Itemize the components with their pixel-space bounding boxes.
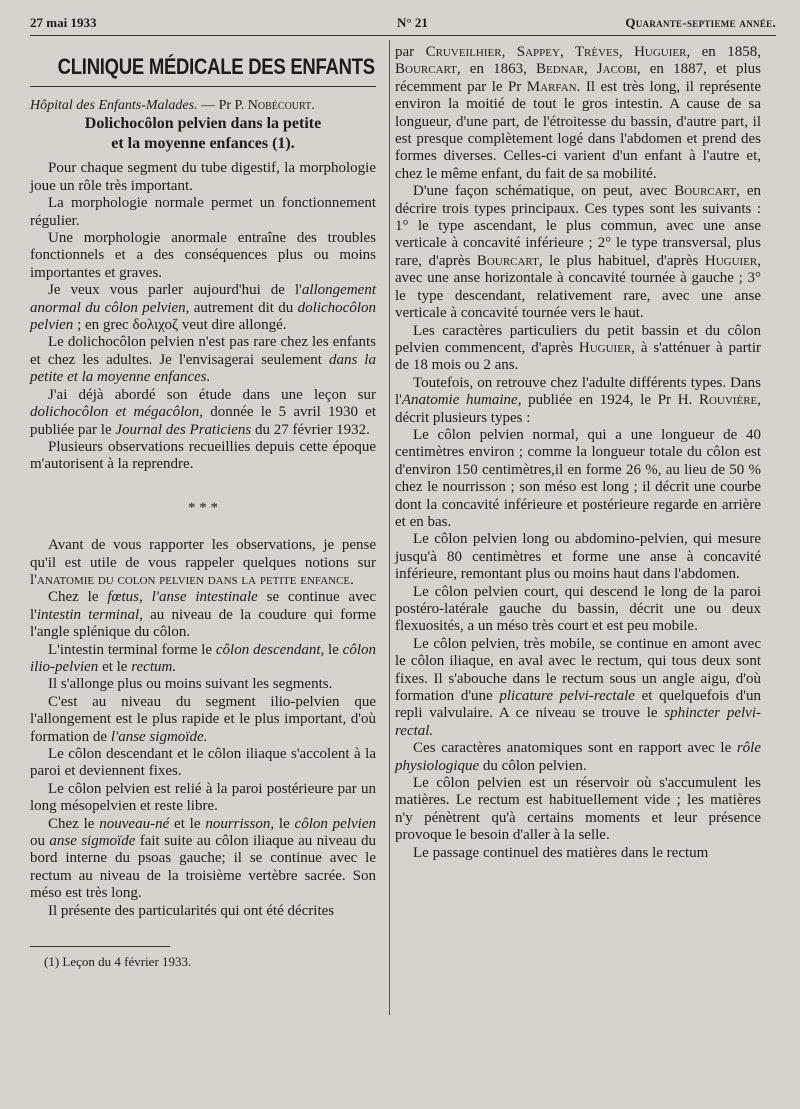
paragraph: Le côlon pelvien court, qui descend le long de la paroi postéro-latérale gauche du bassin, décrit une ou deux flexuosités, a un méso très court et est peu mobile. — [395, 583, 761, 635]
paragraph: Il présente des particularités qui ont été décrites — [48, 902, 335, 919]
text-run: Je veux vous parler aujourd'hui de l' — [48, 282, 302, 299]
text-run: Chez le — [48, 589, 108, 606]
text-run-smallcaps: Bourcart, — [395, 61, 461, 78]
text-run: J'ai déjà abordé son étude dans une leçon sur — [48, 386, 376, 403]
text-run-smallcaps: Rouvière, — [698, 392, 761, 409]
text-run: Chez le — [48, 815, 100, 832]
text-run-italic: l'anse sigmoïde. — [110, 728, 208, 745]
paragraph — [30, 694, 376, 746]
paragraph — [395, 740, 761, 775]
text-run-smallcaps: Marfan. — [526, 78, 581, 95]
text-run: ; en grec δολιχοζ veut dire allongé. — [73, 317, 287, 334]
text-run: avec une anse horizontale à concavité tournée à gauche ; 3° le type descendant, relativement rare, avec une anse verticale à concavité tournée vers le haut. — [395, 270, 761, 322]
paragraph — [30, 537, 376, 589]
article-title-line2: et la moyenne enfances (1). — [111, 135, 295, 153]
text-run: en décrire trois types principaux. Ces types sont les suivants : 1° le type ascendant, le plus commun, avec une anse verticale à concavité inférieure ; 2° le type transversal, plus rare, d'après — [395, 183, 761, 269]
text-run-italic: dolichocôlon et mégacôlon, — [30, 404, 204, 421]
section-rule — [30, 86, 376, 87]
text-run: Toutefois, on retrouve chez l'adulte différents types. Dans l' — [395, 374, 761, 409]
text-run-smallcaps: Huguier, — [704, 252, 762, 269]
byline-place: Hôpital des Enfants-Malades. — [30, 98, 198, 113]
text-run-italic: côlon ilio-pelvien — [30, 641, 376, 675]
text-run: autrement dit du — [189, 299, 298, 316]
paragraph — [395, 375, 761, 427]
text-run-italic: Anatomie humaine, — [401, 392, 522, 409]
paragraph: Le côlon pelvien long ou abdomino-pelvien, qui mesure jusqu'à 80 centimètres et forme une anse à concavité inférieure, remontant plus ou moins haut dans l'abdomen. — [395, 531, 761, 583]
text-run-smallcaps: Bourcart, — [674, 183, 740, 200]
paragraph — [30, 642, 376, 677]
column-divider — [389, 40, 390, 1015]
header-issue-number: N° 21 — [397, 15, 428, 30]
paragraph — [395, 636, 761, 740]
text-run-italic: plicature pelvi-rectale — [499, 688, 635, 705]
text-run: donnée le 5 avril 1930 et publiée par le — [30, 404, 376, 438]
text-run: ou — [30, 833, 50, 850]
text-run-italic: Journal des Praticiens — [115, 421, 252, 438]
text-run-italic: rectum. — [131, 658, 177, 675]
text-run: en 1858, — [690, 44, 761, 60]
paragraph: Le côlon pelvien normal, qui a une longueur de 40 centimètres environ ; comme la longueur totale du côlon est d'environ 150 centimètres,il en forme 26 %, au lieu de 50 % chez le nourrisson ; son méso est long ; il décrit une courbe dont la concavité inférieure et postérieure regarde en arrière et en bas. — [395, 426, 761, 530]
text-run: en 1887, et plus récemment par le Pr — [395, 61, 761, 95]
text-run: le — [324, 641, 343, 658]
footnote: (1) Leçon du 4 février 1933. — [44, 954, 192, 970]
text-run-smallcaps: Cruveilhier, Sappey, Trèves, Huguier, — [425, 44, 691, 60]
text-run: décrit plusieurs types : — [395, 409, 531, 426]
paragraph — [395, 44, 761, 183]
text-run-smallcaps: Bourcart, — [476, 252, 543, 269]
byline-author: Nobécourt. — [247, 98, 315, 113]
text-run: le — [274, 815, 295, 832]
paragraph: Plusieurs observations recueillies depuis cette époque m'autorisent à la reprendre. — [30, 438, 376, 473]
paragraph: Le côlon pelvien est relié à la paroi postérieure par un long mésopelvien et reste libre. — [30, 780, 376, 815]
header-rule — [30, 35, 776, 36]
text-run: et le — [98, 658, 132, 675]
text-run-smallcaps: anatomie du colon pelvien dans la petite enfance. — [36, 571, 354, 588]
paragraph: Pour chaque segment du tube digestif, la morphologie joue un rôle très important. — [30, 160, 376, 194]
text-run: L'intestin terminal forme le — [48, 641, 216, 658]
right-column — [395, 44, 761, 862]
text-run: du 27 février 1932. — [251, 421, 370, 438]
paragraph — [30, 816, 376, 903]
text-run-italic: sphincter pelvi-rectal. — [395, 705, 761, 739]
text-run-italic: côlon pelvien — [294, 815, 376, 832]
text-run: Le dolichocôlon pelvien n'est pas rare chez les enfants et chez les adultes. Je l'envisagerai seulement — [30, 334, 376, 368]
paragraph — [30, 387, 376, 439]
article-title-line1: Dolichocôlon pelvien dans la petite — [84, 115, 322, 133]
text-run-italic: dans la petite et la moyenne enfances. — [30, 351, 376, 386]
text-run-italic: rôle physiologique — [395, 740, 761, 774]
text-run-italic: anse sigmoïde — [49, 833, 136, 850]
paragraph — [30, 589, 376, 641]
text-run: Il est très long, il représente environ la moitié de tout le gros intestin. A cause de sa longueur, d'une part, de l'étroitesse du bassin, d'autre part, il est presque complètement logé dans l'abdomen et prend des formes diverses. Celles-ci varient d'un enfant à l'autre et, chez le même enfant, du fait de sa mobilité. — [395, 78, 761, 182]
text-run: par — [395, 44, 426, 60]
left-column — [30, 44, 376, 970]
paragraph — [395, 183, 761, 322]
paragraph — [30, 334, 376, 386]
article-title — [30, 114, 376, 154]
text-run: Les caractères particuliers du petit bassin et du côlon pelvien commencent, d'après — [395, 322, 761, 356]
text-run-italic: dolichocôlon pelvien — [30, 299, 376, 334]
paragraph: Le côlon pelvien est un réservoir où s'accumulent les matières. Le rectum est habituellement vide ; les matières n'y pénètrent qu'à certains moments et leur présence provoque le besoin d'aller à la selle. — [395, 775, 761, 844]
text-run: au niveau de la coudure qui forme l'angle splénique du côlon. — [30, 606, 377, 641]
text-run-italic: allongement anormal du côlon pelvien, — [30, 282, 376, 316]
text-run-smallcaps: Huguier, — [578, 339, 636, 356]
paragraph: Une morphologie anormale entraîne des troubles fonctionnels et a des conséquences plus ou moins importantes et graves. — [30, 230, 376, 281]
paragraph: Le passage continuel des matières dans le rectum — [413, 844, 709, 861]
byline — [30, 97, 376, 114]
text-run: le plus habituel, d'après — [542, 252, 705, 269]
text-run: Le côlon pelvien, très mobile, se continue en amont avec le côlon iliaque, en aval avec le rectum, qui tous deux sont fixes. Il s'abouche dans le rectum sous un angle aigu, d'où formation d'une — [395, 635, 761, 705]
section-title: CLINIQUE MÉDICALE DES ENFANTS — [57, 54, 375, 79]
text-run: D'une façon schématique, on peut, avec — [413, 183, 675, 200]
text-run: fait suite au côlon iliaque au niveau du bord interne du psoas gauche; il se continue avec le rectum au niveau de la troisième vertèbre sacrée. Son méso est très long. — [30, 833, 376, 902]
text-run: se continue avec l' — [30, 589, 376, 623]
header-year: Quarante-septieme année. — [625, 15, 776, 30]
text-run: du côlon pelvien. — [479, 757, 587, 774]
byline-sep: — Pr P. — [197, 98, 248, 113]
section-separator-stars: * * * — [188, 499, 218, 516]
text-run: et le — [169, 815, 206, 832]
text-run-italic: côlon descendant, — [215, 641, 325, 658]
paragraph: Il s'allonge plus ou moins suivant les segments. — [48, 676, 333, 693]
text-run-smallcaps: Bednar, Jacobi, — [536, 61, 641, 78]
paragraph: La morphologie normale permet un fonctionnement régulier. — [30, 195, 376, 229]
page-header — [30, 15, 776, 37]
text-run-italic: nourrisson, — [205, 815, 275, 832]
text-run-italic: nouveau-né — [99, 815, 170, 832]
text-run-italic: intestin terminal, — [36, 606, 143, 623]
text-run-italic: fœtus, l'anse intestinale — [107, 589, 258, 606]
text-run: à s'atténuer à partir de 18 mois ou 2 ans. — [395, 339, 761, 374]
footnote-rule — [30, 946, 170, 947]
text-run: Ces caractères anatomiques sont en rapport avec le — [413, 740, 737, 757]
text-run: Avant de vous rapporter les observations, je pense qu'il est utile de vous rappeler quelques notions sur l' — [30, 537, 376, 588]
text-run: C'est au niveau du segment ilio-pelvien que l'allongement est le plus rapide et le plus important, d'où formation de — [30, 693, 376, 745]
paragraph: Le côlon descendant et le côlon iliaque s'accolent à la paroi et deviennent fixes. — [30, 746, 376, 780]
text-run: en 1863, — [460, 61, 537, 78]
header-date: 27 mai 1933 — [30, 15, 97, 30]
paragraph — [30, 282, 376, 334]
paragraph — [395, 323, 761, 375]
text-run: et quelquefois d'un repli valvulaire. A ce niveau se trouve le — [395, 688, 761, 722]
text-run: publiée en 1924, le Pr H. — [521, 392, 699, 409]
